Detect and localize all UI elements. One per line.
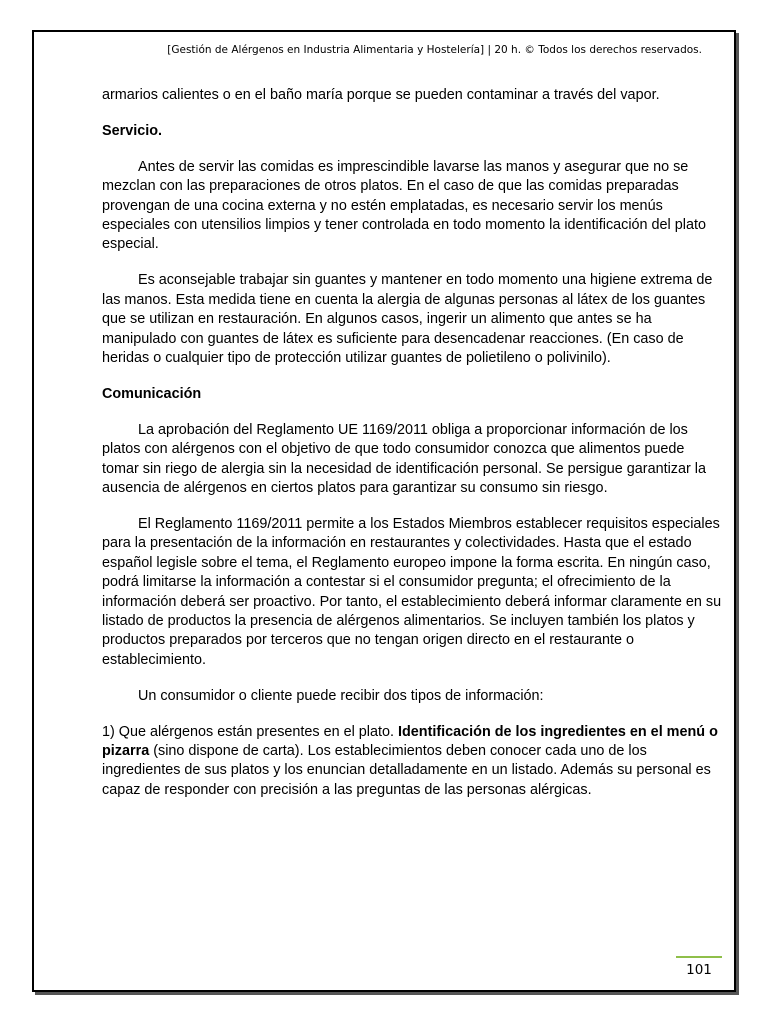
running-header: [Gestión de Alérgenos en Industria Alimentaria y Hostelería] | 20 h. © Todos los derechos reservados. [167,44,702,56]
paragraph-guantes: Es aconsejable trabajar sin guantes y mantener en todo momento una higiene extrema de las manos. Esta medida tiene en cuenta la alergia de algunas personas al látex de los guantes que se utilizan en restauración. En algunos casos, ingerir un alimento que antes se ha manipulado con guantes de látex es suficiente para desencadenar reacciones. (En caso de heridas o cualquier tipo de protección utilizar guantes de polietileno o polivinilo). [102,272,713,366]
page-number: 101 [686,962,712,978]
item-1-intro: 1) Que alérgenos están presentes en el plato. [102,723,398,740]
paragraph-item-1 [102,723,722,801]
paragraph-servir: Antes de servir las comidas es imprescindible lavarse las manos y asegurar que no se mezclan con las preparaciones de otros platos. En el caso de que las comidas preparadas provengan de una cocina externa y no estén emplatadas, es necesario servir los menús especiales con utensilios limpios y tener controlada en todo momento la identificación del plato especial. [102,158,706,253]
page-number-rule [676,956,722,958]
page-frame [32,30,736,992]
heading-servicio: Servicio. [102,122,162,139]
paragraph-vapor: armarios calientes o en el baño maría porque se pueden contaminar a través del vapor. [102,87,660,103]
document-body [102,86,722,817]
paragraph-tipos-informacion: Un consumidor o cliente puede recibir dos tipos de información: [138,687,544,704]
item-1-rest: (sino dispone de carta). Los establecimientos deben conocer cada uno de los ingredientes de sus platos y los enuncian detalladamente en un listado. Además su personal es capaz de responder con precisión a las preguntas de las personas alérgicas. [102,742,711,798]
paragraph-reglamento: La aprobación del Reglamento UE 1169/2011 obliga a proporcionar información de los platos con alérgenos con el objetivo de que todo consumidor conozca que alimentos puede tomar sin riego de alergia sin la necesidad de identificación personal. Se persigue garantizar la ausencia de alérgenos en ciertos platos para garantizar su consumo sin riesgo. [102,421,706,496]
paragraph-estados-miembros: El Reglamento 1169/2011 permite a los Estados Miembros establecer requisitos especiales para la presentación de la información en restaurantes y colectividades. Hasta que el estado español legisle sobre el tema, el Reglamento europeo impone la forma escrita. En ningún caso, podrá limitarse la información a contestar si el consumidor pregunta; el ofrecimiento de la información deberá ser proactivo. Por tanto, el establecimiento deberá informar claramente en su listado de productos la presencia de alérgenos alimentarios. Se incluyen también los platos y productos preparados por terceros que no tengan origen directo en el restaurante o establecimiento. [102,515,722,668]
heading-comunicacion: Comunicación [102,385,202,402]
item-1-bold-text: Identificación de los ingredientes en el menú o pizarra [102,723,718,759]
